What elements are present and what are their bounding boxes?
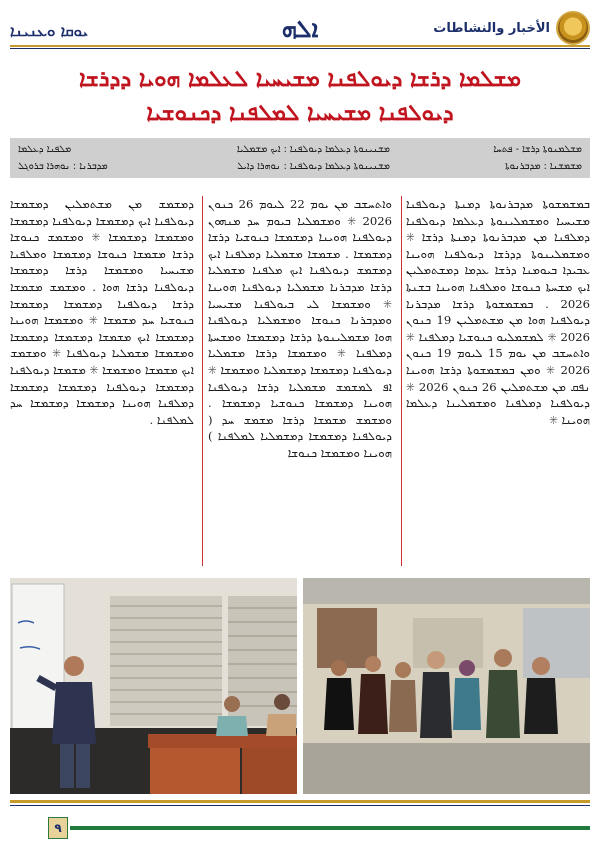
column-text: ܕܡܫܡܫ ܡܢ ܡܫܬܡܠܝܢ ܕܡܫܡܫܐ ܕܝܘܠܦܢܐ ܐܝܟ ܕܡܫܡܫܐ ܕܝܘܠܦܢܐ ܕܡܫܡܫܐ ܘܡܫܡܫܐ ܕܡܫܡܫܐ ✳ ܘܡܫܡܫ ܟܢܘܫܐ ܕܪܫܐ ܡܫܡܫܐ ܟܢܘܫܐ ܕܡܫܡܫܐ ܘܡܠܦܢܐ ܡܫܝܚܝܐ ܘܡܫܡܫܐ ܕܪܫܐ ܕܡܫܡܫܐ ܕܝܘܠܦܢܐ ܕܪܫܐ ܗܘܐ . ܘܡܫܡܫ ܡܫܡܫܐ ܕܪܫܐ ܕܝܘܠܦܢܐ ܕܡܫܡܫܐ ܕܡܫܡܫܐ ܟܢܘܫܝܐ ܚܕ ܡܫܡܫܐ ✳ ܘܡܫܡܫܐ ܗܘܝܢܐ ܕܡܫܡܫܐ ܐܝܟ ܡܫܡܫܐ ܕܡܫܡܫܐ ܕܡܫܡܫܐ ܘܡܫܡܫܐ ܡܫܡܠܝܐ ܕܝܘܠܦܢܐ ✳ ܘܡܫܡܫ ܐܝܟ ܡܫܡܫܐ ܘܡܫܡܫܐ ✳ ܡܫܡܫܐ ܕܝܘܠܦܢܐ ܕܡܫܡܫܐ ܕܝܘܠܦܢܐ ܕܡܫܡܫܐ ܕܡܫܡܫܐ ܕܡܠܦܢܐ ܗܘܝܢܐ ܕܡܫܡܫܐ ܕܡܫܡܫܐ ܚܕ ܠܡܠܦܢܐ . [10, 197, 194, 427]
footer-gold-rule [10, 800, 590, 803]
article-title-line-2: ܕܝܘܠܦܢܐ ܡܫܝܚܝܐ ܠܡܠܦܢܐ ܕܟܢܘܫܝܐ [146, 100, 454, 126]
column-divider [401, 196, 402, 566]
article-column-middle [208, 196, 392, 566]
column-divider [202, 196, 203, 566]
section-logo [433, 10, 590, 46]
article-info-box [10, 138, 590, 178]
page-number: ٩ [48, 817, 68, 839]
column-text: ܒܡܫܡܫܘܬܐ ܡܕܒܪܢܘܬܐ ܕܡܢܬܐ ܕܝܘܠܦܢܐ ܡܫܝܚܝܐ ܘܡܫܡܠܝܢܘܬܐ ܕܥܠܡܐ ܕܝܘܠܦܢܐ ܕܡܠܦܢܐ ܡܢ ܡܕܒܪܢܘܬܐ ܕܡܢܬܐ ܕܪܫܐ ✳ ܘܡܫܡܠܝܢܘܬܐ ܕܕܪܫܐ ܕܝܘܠܦܢܐ ܗܘܝܢܐ ܥܒܝܕܐ ܒܝܘܡܢܐ ܕܪܫܐ ܥܕܡܐ ܕܡܫܬܡܠܝܢ ܐܝܟ ܡܫܚܬܐ ܟܢܘܫܐ ܘܡܠܦܢܐ ܗܘܝܢܐ ܒܫܢܬܐ 2026 . ܒܡܫܡܫܘܬܐ ܕܪܫܐ ܡܕܒܪܢܐ ܕܝܘܠܦܢܐ ܗܘܐ ܡܢ ܡܫܬܡܠܝܢ 19 ܟܢܘܢ 2026 ✳ ܠܡܫܡܠܝܘ ܟܢܘܫܝܐ ܕܡܠܦܢܐ ✳ ܘܐܬܚܫܒ ܡܢ ܝܘܡ 15 ܠܝܘܡ 19 ܟܢܘܢ 2026 ✳ ܘܡܢ ܒܡܫܡܫܘܬܐ ܕܪܫܐ ܗܘܝܢܐ ܢܦܩ ܡܢ ܡܫܬܡܠܝܢ 26 ܟܢܘܢ 2026 ✳ ܕܝܘܠܦܢܐ ܕܡܠܦܢܐ ܘܡܫܡܠܝܢܐ ܕܥܠܡܐ ܗܘܝܢܐ ✳ [406, 197, 590, 427]
header-navy-rule [10, 48, 590, 49]
article-column-right [406, 196, 590, 566]
page-header [0, 0, 600, 52]
article-column-left [10, 196, 194, 566]
footer-navy-rule [10, 805, 590, 806]
magazine-name: ܝܘܩܐ ܘܥܢܝܢܐ [10, 22, 88, 40]
lecture-room-image [10, 578, 297, 794]
article-title-line-1: ܡܫܠܡܐ ܕܪܫܐ ܕܝܘܠܦܢܐ ܡܫܝܚܝܐ ܠܥܠܡܐ ܗܘܝܐ ܕܕܪܫܐ [78, 66, 521, 92]
photo-lecture-room [10, 578, 297, 794]
group-photo-image [303, 578, 590, 794]
section-title: الأخبار والنشاطات [433, 20, 550, 36]
photo-group [303, 578, 590, 794]
info-role: ܡܠܦܢܐ ܕܥܠܡܐ [18, 144, 72, 155]
info-organizer: ܡܫܢܝܢܘܬܐ ܕܥܠܡܐ ܕܝܘܠܦܢܐ : ܐܝܟ ܡܫܡܠܝܐ [236, 144, 390, 155]
info-event: ܡܫܠܡܢܘܬܐ ܕܪܫܐ - ܦܬܚܐ [493, 144, 582, 155]
info-author: ܡܫܡܫܢܐ : ܡܕܒܪܢܘܬܐ [505, 161, 582, 172]
magazine-logotype: ܐܠܗ [281, 14, 319, 43]
info-editor: ܡܕܒܪܢܐ : ܢܘܗܪܐ ܒܪܘܓܠ [18, 161, 108, 172]
emblem-icon [556, 11, 590, 45]
info-coordinator: ܡܫܢܝܢܘܬܐ ܕܥܠܡܐ ܕܝܘܠܦܢܐ : ܢܘܗܪܐ ܕܐܝܠ [237, 161, 390, 172]
column-text: ܘܐܬܚܫܒ ܡܢ ܝܘܡ 22 ܠܝܘܡ 26 ܟܢܘܢ 2026 ✳ ܘܡܫܡܠܝܐ ܒܝܘܡ ܚܕ ܡܢܗܘܢ ܕܝܘܠܦܢܐ ܗܘܝܢܐ ܕܡܫܡܫܐ ܟܢܘܫܝܐ ܕܪܫܐ ܕܡܫܡܫܐ . ܡܫܡܫܐ ܡܫܡܠܝܐ ܕܡܠܦܢܐ ܐܝܟ ܕܡܫܡܫ ܕܝܘܠܦܢܐ ܐܝܟ ܡܠܦܢܐ ܡܫܡܠܝܐ ܕܪܫܐ ܡܕܒܪܢܐ ܡܫܡܠܝܐ ܕܝܘܠܦܢܐ ܗܘܝܢܐ ✳ ܘܡܫܡܫܐ ܠܝ ܒܝܘܠܦܢܐ ܡܫܝܚܝܐ ܘܡܕܒܪܢܐ ܟܢܘܫܐ ܘܡܫܡܠܝܐ ܕܝܘܠܦܢܐ ܗܘܐ ܡܫܡܠܝܢܘܬܐ ܕܪܫܐ ܕܡܫܡܫܐ ܘܡܫܚܬܐ ܕܡܠܦܢܐ ✳ ܘܡܫܡܫܐ ܕܪܫܐ ܡܫܡܠܝܐ ܕܝܘܠܦܢܐ ܕܡܫܡܫܐ ܕܡܫܡܠܝܐ ܘܡܫܡܫܐ ✳ ܐܦ ܠܡܫܡܫ ܡܫܡܠܝܐ ܕܪܫܐ ܕܝܘܠܦܢܐ ܗܘܝܢܐ ܕܡܫܡܫܐ ܟܢܘܫܝܐ ܕܡܫܡܫܐ . ܘܡܫܡܫ ܡܫܡܫܐ ܕܪܫܐ ܡܫܡܫ ܚܕ ( ܕܝܘܠܦܢܐ ܕܡܫܡܫܐ ܕܡܫܡܠܝܐ ܠܡܠܦܢܐ ) ܗܘܝܢܐ ܘܡܫܡܫܐ ܟܢܘܫܐ [208, 197, 392, 460]
footer-green-bar [70, 826, 590, 830]
header-gold-rule [10, 45, 590, 47]
